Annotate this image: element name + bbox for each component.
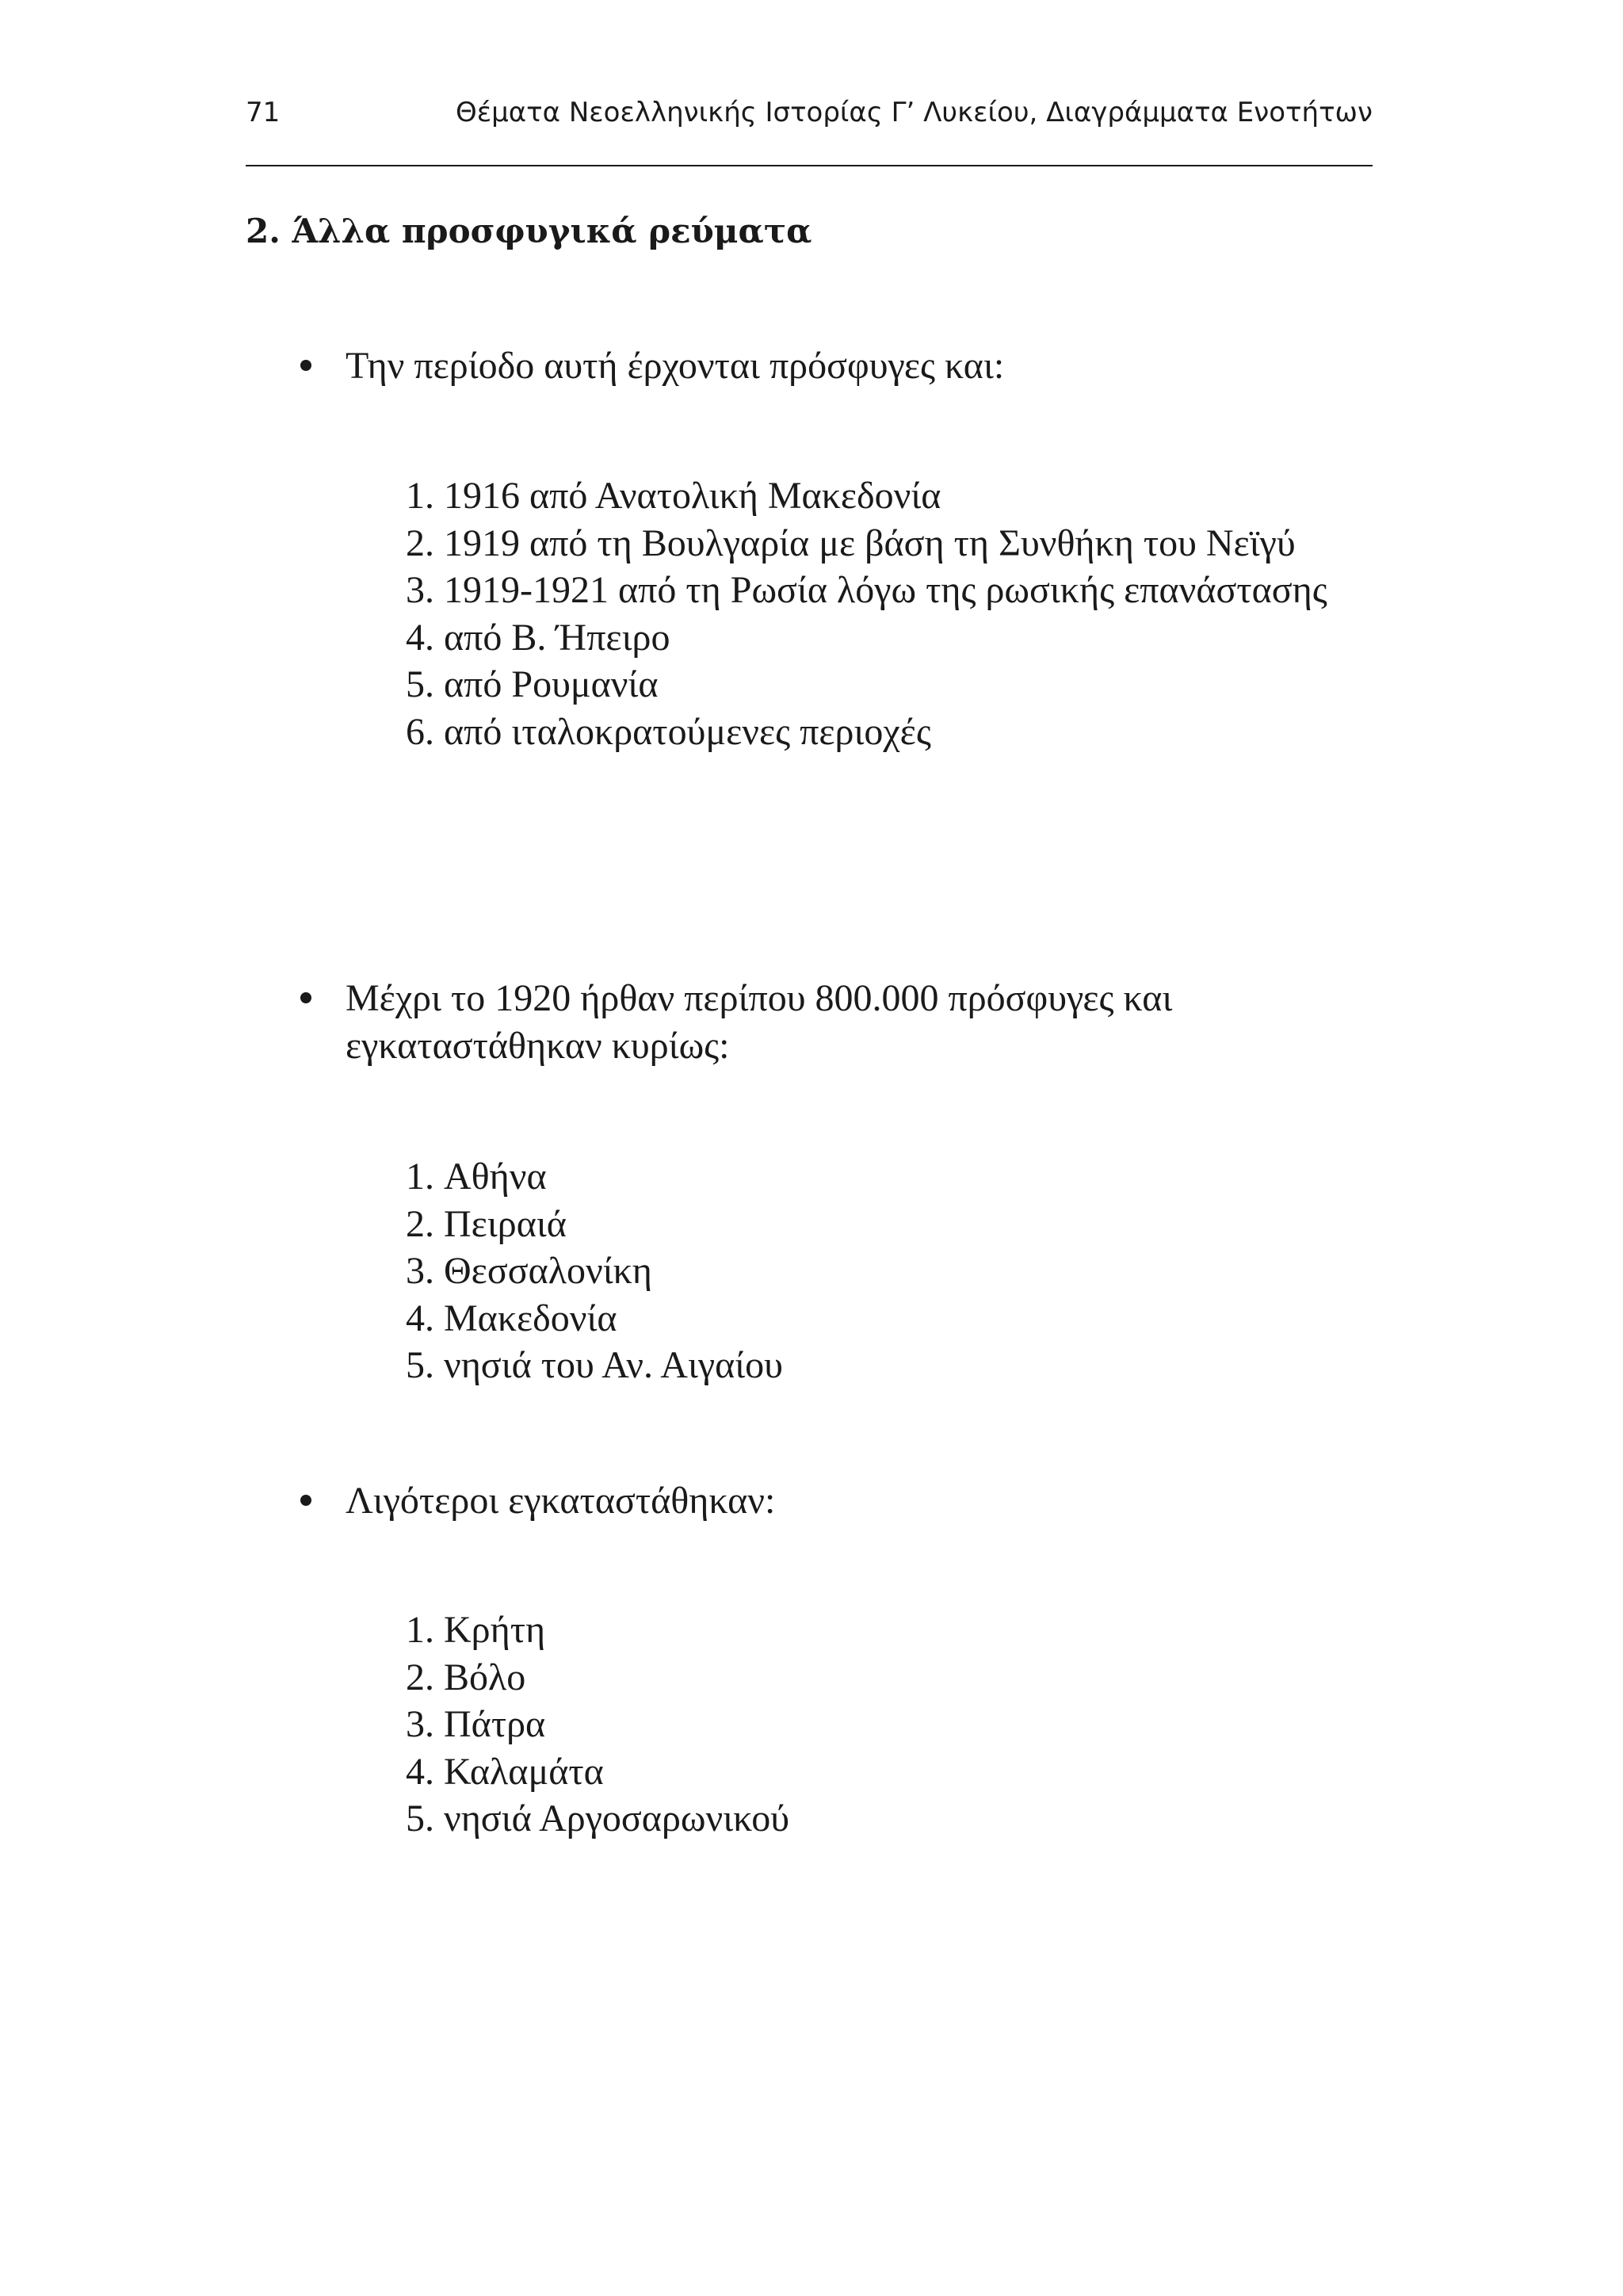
- list-item-number: 2.: [406, 1202, 434, 1245]
- numbered-list: [406, 472, 1387, 755]
- list-item-number: 4.: [406, 616, 434, 659]
- list-item: [406, 1701, 1387, 1748]
- list-item-text: 1916 από Ανατολική Μακεδονία: [444, 475, 941, 517]
- list-item-number: 1.: [406, 1609, 434, 1651]
- running-title: Θέματα Νεοελληνικής Ιστορίας Γ’ Λυκείου, Διαγράμματα Ενοτήτων: [456, 97, 1373, 128]
- list-item: [406, 1795, 1387, 1843]
- list-item-text: από Ρουμανία: [444, 663, 659, 705]
- list-item-number: 2.: [406, 1656, 434, 1698]
- list-item-number: 5.: [406, 663, 434, 705]
- list-item-number: 4.: [406, 1297, 434, 1339]
- list-item-text: 1919-1921 από τη Ρωσία λόγω της ρωσικής επανάστασης: [444, 569, 1327, 611]
- list-item-text: 1919 από τη Βουλγαρία με βάση τη Συνθήκη του Νεϊγύ: [444, 521, 1296, 564]
- list-item-number: 2.: [406, 521, 434, 564]
- section-title: 2. Άλλα προσφυγικά ρεύματα: [246, 212, 812, 250]
- list-item: [406, 1201, 1387, 1248]
- list-item: [406, 1247, 1387, 1295]
- list-item-number: 5.: [406, 1344, 434, 1386]
- numbered-list: [406, 1606, 1387, 1843]
- list-item-text: Πειραιά: [444, 1202, 567, 1245]
- bullet-paragraph: [346, 975, 1376, 1069]
- list-item: [406, 1342, 1387, 1389]
- list-item-number: 1.: [406, 475, 434, 517]
- list-item-text: Πάτρα: [444, 1703, 546, 1745]
- list-item-text: νησιά του Αν. Αιγαίου: [444, 1344, 783, 1386]
- bullet-text: Μέχρι το 1920 ήρθαν περίπου 800.000 πρόσφυγες και εγκαταστάθηκαν κυρίως:: [346, 977, 1173, 1067]
- bullet-paragraph: [346, 342, 1376, 390]
- list-item: [406, 472, 1387, 520]
- list-item: [406, 1748, 1387, 1796]
- list-item-number: 1.: [406, 1156, 434, 1198]
- bullet-paragraph: [346, 1477, 1376, 1525]
- list-item: [406, 709, 1387, 756]
- list-item-number: 3.: [406, 569, 434, 611]
- list-item-text: Κρήτη: [444, 1609, 546, 1651]
- header-divider: [246, 165, 1373, 166]
- list-item: [406, 1606, 1387, 1654]
- list-item-number: 5.: [406, 1797, 434, 1839]
- list-item-number: 3.: [406, 1250, 434, 1292]
- list-item: [406, 614, 1387, 662]
- list-item-text: από Β. Ήπειρο: [444, 616, 670, 659]
- bullet-text: Την περίοδο αυτή έρχονται πρόσφυγες και:: [346, 345, 1005, 387]
- list-item: [406, 567, 1387, 614]
- bullet-icon: [300, 1495, 311, 1506]
- page-header: [246, 95, 1373, 130]
- list-item-text: Μακεδονία: [444, 1297, 617, 1339]
- page-number: 71: [246, 97, 281, 128]
- bullet-text: Λιγότεροι εγκαταστάθηκαν:: [346, 1480, 776, 1522]
- list-item-text: Βόλο: [444, 1656, 526, 1698]
- list-item-text: Καλαμάτα: [444, 1750, 604, 1793]
- list-item: [406, 1295, 1387, 1343]
- list-item: [406, 1153, 1387, 1201]
- list-item-number: 3.: [406, 1703, 434, 1745]
- bullet-icon: [300, 360, 311, 371]
- list-item-number: 6.: [406, 710, 434, 753]
- list-item-number: 4.: [406, 1750, 434, 1793]
- list-item-text: από ιταλοκρατούμενες περιοχές: [444, 710, 931, 753]
- list-item: [406, 1654, 1387, 1702]
- list-item: [406, 520, 1387, 567]
- list-item-text: Αθήνα: [444, 1156, 547, 1198]
- bullet-icon: [300, 992, 311, 1003]
- list-item-text: νησιά Αργοσαρωνικού: [444, 1797, 790, 1839]
- list-item: [406, 661, 1387, 709]
- list-item-text: Θεσσαλονίκη: [444, 1250, 652, 1292]
- numbered-list: [406, 1153, 1387, 1389]
